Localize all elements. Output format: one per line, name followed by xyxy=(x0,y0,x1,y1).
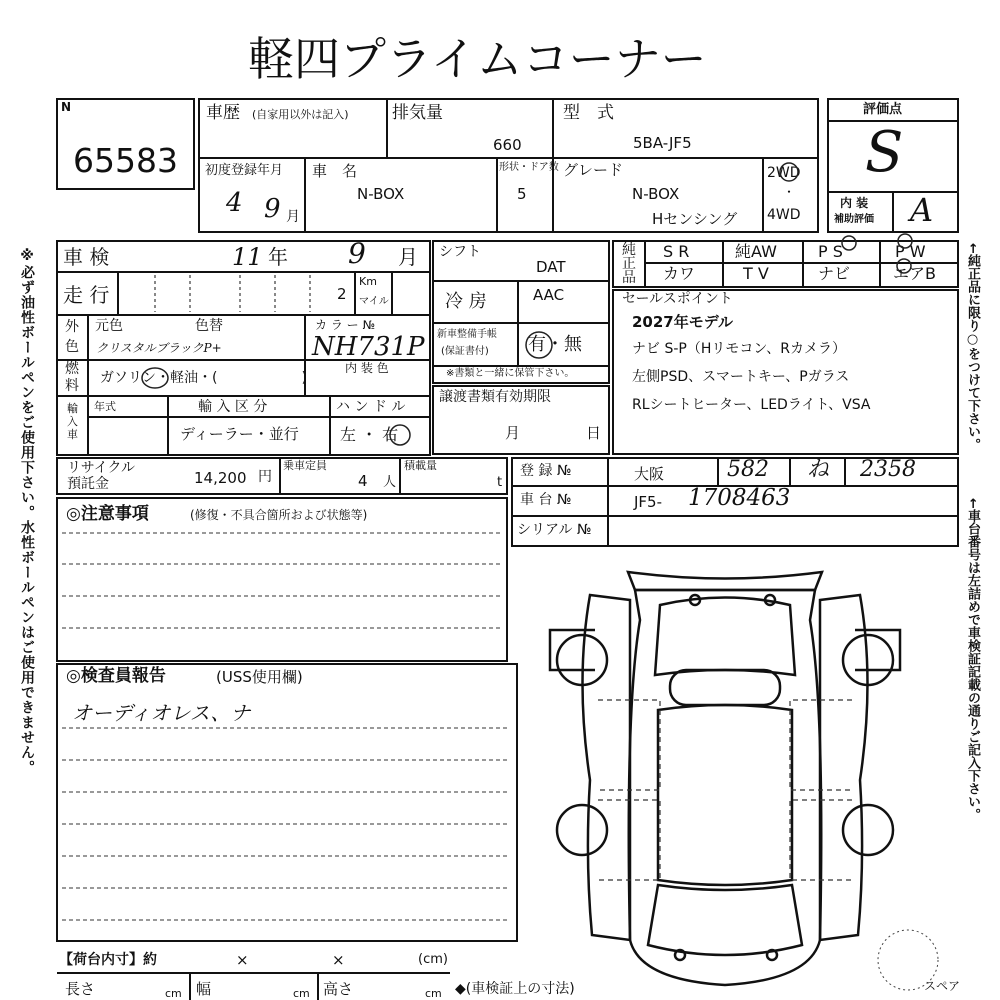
sales-point-3: 左側PSD、スマートキー、Pガラス xyxy=(632,369,850,385)
drive-separator: ・ xyxy=(783,185,796,199)
equip-leather: カワ xyxy=(663,264,696,283)
sales-point-4: RLシートヒーター、LEDライト、VSA xyxy=(632,397,871,413)
color-name: クリスタルブラックP+ xyxy=(96,341,222,355)
color-outer-label-2: 色 xyxy=(65,339,79,355)
interior-grade: A xyxy=(910,191,934,229)
first-reg-month: 9 xyxy=(264,194,281,224)
serial-label: シリアル № xyxy=(517,522,592,538)
genuine-label: 純正品 xyxy=(622,242,636,286)
reg-class: 582 xyxy=(727,457,769,482)
reg-label: 登 録 № xyxy=(520,463,572,479)
score-label: 評価点 xyxy=(863,102,903,117)
inspector-note: オーディオレス、ナ xyxy=(72,701,251,725)
transfer-day-unit: 日 xyxy=(586,424,602,442)
shaken-label: 車 検 xyxy=(63,245,110,269)
cargo-label: 【荷台内寸】約 xyxy=(59,952,157,968)
doors-value: 5 xyxy=(517,185,527,203)
equip-airbag: エアB xyxy=(893,264,936,283)
displacement-value: 660 xyxy=(493,136,522,154)
fuel-label-1: 燃 xyxy=(65,361,79,377)
car-name: N-BOX xyxy=(357,185,405,203)
length-unit: cm xyxy=(165,987,182,1000)
equip-sr: S R xyxy=(663,242,690,261)
color-orig-label: 元色 xyxy=(95,318,123,334)
lot-number: 65583 xyxy=(73,141,178,180)
mileage-label: 走 行 xyxy=(63,283,110,307)
handle-label: ハ ン ド ル xyxy=(336,399,406,415)
color-no-label: カ ラ ー № xyxy=(315,318,375,332)
notes-sub-label: (修復・不具合箇所および状態等) xyxy=(190,508,368,522)
spare-label: スペア xyxy=(924,979,961,993)
first-reg-year: 4 xyxy=(226,188,243,218)
sales-point-label: セールスポイント xyxy=(622,291,733,307)
capacity-value: 4 xyxy=(358,472,368,490)
recycle-label: リサイクル xyxy=(67,460,136,476)
mileage-unit-mile: マイル xyxy=(359,296,389,307)
handle-value: 左 ・ 右 xyxy=(340,425,399,444)
equip-navi: ナビ xyxy=(818,264,851,283)
width-unit: cm xyxy=(293,987,310,1000)
fuel-options: ガソリン・軽油・( ) xyxy=(100,370,307,386)
right-side-note-2: ←車台番号は左詰めで車検証記載の通りご記入下さい。 xyxy=(965,498,980,821)
grade-label: グレード xyxy=(563,161,624,179)
color-outer-label-1: 外 xyxy=(65,319,79,335)
shaken-month-unit: 月 xyxy=(398,245,418,269)
import-type-label: 輸 入 区 分 xyxy=(198,399,268,415)
sales-point-2: ナビ S-P（Hリモコン、Rカメラ） xyxy=(632,341,846,357)
chassis-label: 車 台 № xyxy=(520,492,572,508)
drive-4wd: 4WD xyxy=(767,207,801,223)
drive-2wd: 2WD xyxy=(767,165,801,181)
import-year-label: 年式 xyxy=(94,400,116,413)
cert-note: ◆(車検証上の寸法) xyxy=(455,981,575,997)
reg-kana: ね xyxy=(807,457,830,482)
recycle-amount: 14,200 xyxy=(194,469,247,487)
interior-sub-label: 補助評価 xyxy=(834,214,874,225)
cargo-times-2: × xyxy=(332,951,345,969)
first-reg-label: 初度登録年月 xyxy=(205,163,284,178)
transfer-month-unit: 月 xyxy=(505,424,521,442)
height-label: 高さ xyxy=(323,980,354,998)
maintenance-sub-label: (保証書付) xyxy=(441,346,489,357)
reg-number: 2358 xyxy=(860,457,916,482)
equip-ps-circle xyxy=(838,232,860,254)
ac-label: 冷 房 xyxy=(445,291,487,312)
doors-label: 形状・ドア数 xyxy=(499,162,559,173)
maintenance-note: ※書類と一緒に保管下さい。 xyxy=(446,368,575,379)
equip-tv: T V xyxy=(743,264,769,283)
sales-point-1: 2027年モデル xyxy=(632,313,733,331)
capacity-label: 乗車定員 xyxy=(283,459,327,472)
lot-label: N xyxy=(61,100,72,114)
maintenance-yes-circle xyxy=(522,329,556,361)
fuel-gas-circle xyxy=(140,365,170,391)
width-label: 幅 xyxy=(196,980,212,998)
recycle-sub-label: 預託金 xyxy=(67,476,109,492)
cargo-times-1: × xyxy=(236,951,249,969)
grade-line-1: N-BOX xyxy=(632,185,680,203)
reg-area: 大阪 xyxy=(634,465,665,483)
equip-ps: P S xyxy=(818,242,843,261)
history-note: (自家用以外は記入) xyxy=(252,108,349,121)
right-side-note-1: ←純正品に限り○をつけて下さい。 xyxy=(965,243,980,451)
inspector-label: ◎検査員報告 xyxy=(66,666,166,686)
model-label: 型 式 xyxy=(563,103,614,123)
history-label: 車歴 xyxy=(206,103,240,123)
maintenance-label: 新車整備手帳 xyxy=(437,329,497,340)
color-no: NH731P xyxy=(312,332,425,362)
handle-right-circle xyxy=(386,421,414,449)
equip-pw: P W xyxy=(895,242,926,261)
maintenance-value: 有・無 xyxy=(528,334,582,355)
load-label: 積載量 xyxy=(404,459,437,472)
grade-line-2: Hセンシング xyxy=(652,210,738,228)
first-reg-month-unit: 月 xyxy=(286,209,300,225)
equip-pw-circle xyxy=(894,230,916,252)
chassis-number: 1708463 xyxy=(688,485,791,511)
interior-label: 内 装 xyxy=(840,196,869,210)
color-change-label: 色替 xyxy=(195,318,223,334)
shift-value: DAT xyxy=(536,258,566,276)
page-title: 軽四プライムコーナー xyxy=(248,32,707,86)
cargo-unit: (cm) xyxy=(418,952,448,967)
length-label: 長さ xyxy=(65,980,96,998)
model-code: 5BA-JF5 xyxy=(633,134,692,152)
car-damage-diagram xyxy=(540,560,960,1000)
left-side-note: ※必ず油性ボールペンをご使用下さい。水性ボールペンはご使用できません。 xyxy=(19,248,35,775)
transfer-label: 譲渡書類有効期限 xyxy=(439,389,551,405)
ac-value: AAC xyxy=(533,286,565,304)
load-unit: t xyxy=(497,475,503,490)
equip-airbag-circle xyxy=(893,255,915,277)
interior-color-label: 内 装 色 xyxy=(345,361,389,375)
fuel-label-2: 料 xyxy=(65,378,79,394)
capacity-unit: 人 xyxy=(383,475,397,490)
recycle-unit: 円 xyxy=(258,469,272,485)
import-label: 輸入車 xyxy=(67,402,78,441)
mileage-unit-km: Km xyxy=(359,275,377,288)
chassis-prefix: JF5- xyxy=(634,493,663,511)
shaken-month: 9 xyxy=(348,237,366,270)
shaken-year-unit: 年 xyxy=(268,245,288,269)
shift-label: シフト xyxy=(439,244,481,260)
shaken-year: 11 xyxy=(232,243,263,271)
drive-2wd-circle xyxy=(775,158,803,186)
mileage-value: 2 xyxy=(337,285,347,303)
equip-aw: 純AW xyxy=(735,242,777,261)
import-type-value: ディーラー・並行 xyxy=(180,425,299,443)
car-name-label: 車 名 xyxy=(312,162,358,180)
notes-label: ◎注意事項 xyxy=(66,504,149,524)
score-value: S xyxy=(865,120,904,185)
height-unit: cm xyxy=(425,987,442,1000)
displacement-label: 排気量 xyxy=(392,103,443,123)
inspector-sub-label: (USS使用欄) xyxy=(216,668,303,686)
